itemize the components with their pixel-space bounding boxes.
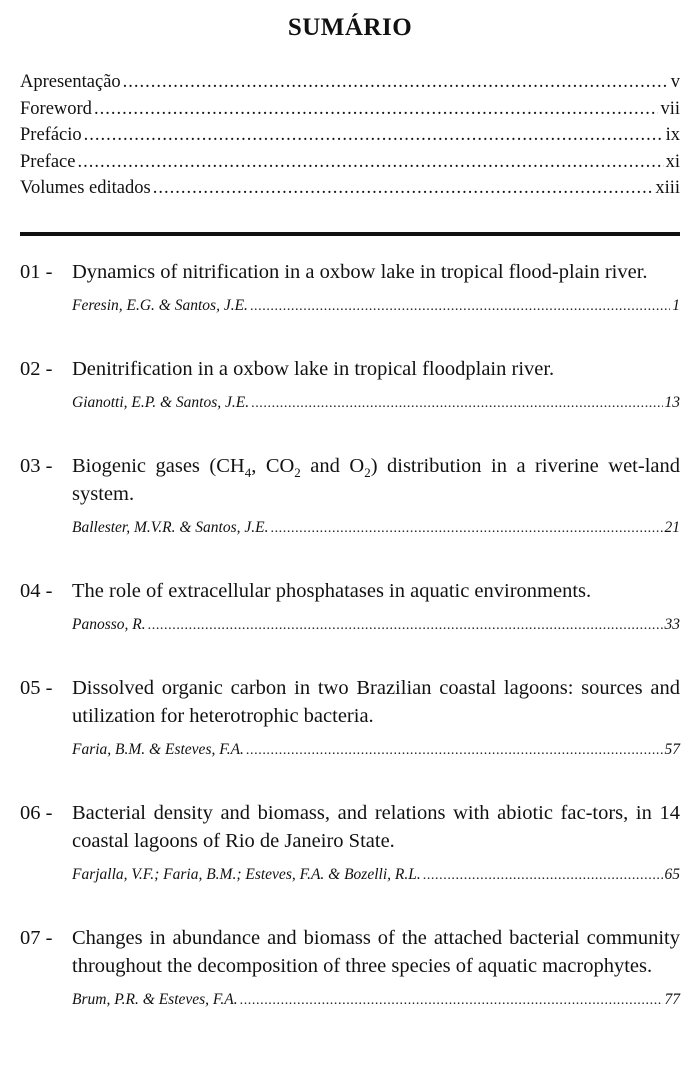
chapter-page: 77: [664, 991, 680, 1008]
chapter-title: Dissolved organic carbon in two Brazilian coastal lagoons: sources and utilization for heterotrophic bacteria.: [72, 677, 680, 727]
chapter-number: 04 -: [20, 580, 53, 602]
chapter-authors-row: [72, 393, 680, 414]
front-matter-list: [20, 69, 680, 202]
chapter-authors: Brum, P.R. & Esteves, F.A.: [72, 991, 238, 1008]
dot-leader: [270, 518, 662, 539]
chapter-entry[interactable]: [20, 577, 680, 636]
chapter-entry[interactable]: [20, 258, 680, 317]
dot-leader: [123, 69, 669, 96]
toc-label: Foreword: [20, 98, 92, 119]
chapter-authors-row: [72, 740, 680, 761]
chapter-number: 01 -: [20, 261, 53, 283]
chapter-authors: Ballester, M.V.R. & Santos, J.E.: [72, 519, 269, 536]
chapter-title: Bacterial density and biomass, and relations with abiotic fac-tors, in 14 coastal lagoons of Rio de Janeiro State.: [72, 802, 680, 852]
toc-row[interactable]: [20, 149, 680, 176]
chapter-title: The role of extracellular phosphatases in aquatic environments.: [72, 580, 592, 602]
chapter-entry[interactable]: [20, 674, 680, 761]
chapter-authors-row: [72, 990, 680, 1011]
toc-row[interactable]: [20, 175, 680, 202]
chapter-page: 21: [664, 519, 680, 536]
toc-page: ix: [665, 125, 680, 145]
chapter-title: Dynamics of nitrification in a oxbow lake in tropical flood-plain river.: [72, 261, 648, 283]
chapter-authors-row: [72, 296, 680, 317]
toc-page: xi: [665, 151, 680, 172]
toc-label: Preface: [20, 151, 76, 172]
chapter-number: 06 -: [20, 802, 53, 824]
dot-leader: [84, 122, 664, 149]
toc-row[interactable]: [20, 69, 680, 96]
chapter-authors: Gianotti, E.P. & Santos, J.E.: [72, 394, 250, 411]
dot-leader: [423, 865, 663, 886]
chapter-authors: Faria, B.M. & Esteves, F.A.: [72, 741, 244, 758]
section-divider: [20, 232, 680, 236]
chapter-title: Biogenic gases ($CH_4$, $CO_2$ and $O_2$) distribution in a riverine wet-land system.: [72, 455, 680, 505]
chapter-page: 13: [664, 394, 680, 411]
dot-leader: [240, 990, 663, 1011]
toc-label: Prefácio: [20, 125, 82, 145]
toc-label: Apresentação: [20, 72, 121, 92]
chapter-authors-row: [72, 865, 680, 886]
chapter-entry[interactable]: [20, 452, 680, 539]
chapter-title: Changes in abundance and biomass of the attached bacterial community throughout the decomposition of three species of aquatic macrophytes.: [72, 927, 680, 977]
chapter-page: 1: [672, 297, 680, 314]
chapter-page: 57: [664, 741, 680, 758]
chapter-number: 05 -: [20, 677, 53, 699]
chapter-authors: Panosso, R.: [72, 616, 146, 633]
dot-leader: [250, 296, 670, 317]
toc-row[interactable]: [20, 122, 680, 149]
chapter-number: 07 -: [20, 927, 53, 949]
dot-leader: [251, 393, 662, 414]
toc-row[interactable]: [20, 96, 680, 123]
dot-leader: [246, 740, 663, 761]
chapter-page: 33: [664, 616, 680, 633]
dot-leader: [77, 149, 663, 176]
chapter-authors-row: [72, 518, 680, 539]
toc-page: xiii: [655, 178, 680, 198]
toc-page: v: [670, 72, 680, 92]
chapter-authors: Farjalla, V.F.; Faria, B.M.; Esteves, F.A. & Bozelli, R.L.: [72, 866, 421, 883]
chapter-list: [20, 258, 680, 1011]
chapter-number: 03 -: [20, 455, 53, 477]
chapter-entry[interactable]: [20, 799, 680, 886]
chapter-number: 02 -: [20, 358, 53, 380]
chapter-authors: Feresin, E.G. & Santos, J.E.: [72, 297, 248, 314]
dot-leader: [94, 96, 659, 123]
chapter-page: 65: [664, 866, 680, 883]
chapter-entry[interactable]: [20, 924, 680, 1011]
toc-page: vii: [660, 98, 680, 119]
toc-label: Volumes editados: [20, 178, 151, 198]
dot-leader: [153, 175, 654, 202]
chapter-entry[interactable]: [20, 355, 680, 414]
chapter-authors-row: [72, 615, 680, 636]
page-title: SUMÁRIO: [287, 14, 413, 41]
chapter-title: Denitrification in a oxbow lake in tropical floodplain river.: [72, 358, 555, 380]
dot-leader: [148, 615, 663, 636]
